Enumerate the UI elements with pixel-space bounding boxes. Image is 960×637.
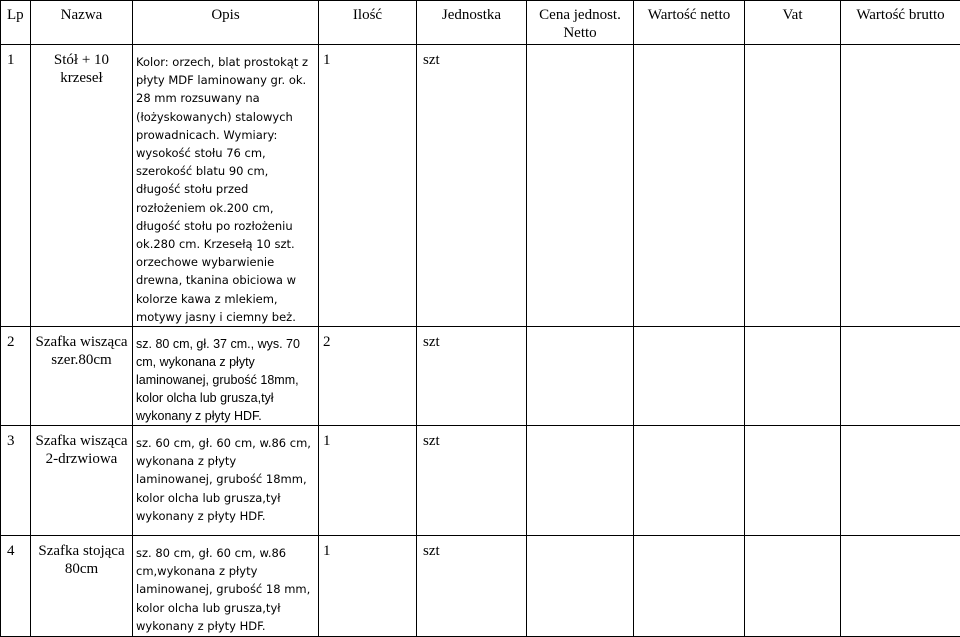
row-unit: szt [417, 45, 527, 327]
row-quantity: 1 [319, 45, 417, 327]
row-lp: 4 [1, 536, 31, 637]
row-unit: szt [417, 426, 527, 536]
row-gross-value [841, 536, 960, 637]
row-unit-price [527, 426, 634, 536]
row-quantity: 1 [319, 426, 417, 536]
row-name: Stół + 10 krzeseł [31, 45, 133, 327]
header-unit: Jednostka [417, 1, 527, 45]
header-quantity: Ilość [319, 1, 417, 45]
header-row [1, 1, 960, 45]
header-description: Opis [133, 1, 319, 45]
row-net-value [634, 426, 745, 536]
row-vat [745, 426, 841, 536]
header-net-value: Wartość netto [634, 1, 745, 45]
row-net-value [634, 536, 745, 637]
row-unit: szt [417, 327, 527, 426]
header-gross-value: Wartość brutto [841, 1, 960, 45]
table-row [1, 536, 960, 637]
table-row [1, 327, 960, 426]
header-lp: Lp [1, 1, 31, 45]
row-name: Szafka wisząca 2-drzwiowa [31, 426, 133, 536]
row-gross-value [841, 45, 960, 327]
row-unit-price [527, 536, 634, 637]
row-vat [745, 327, 841, 426]
table-row [1, 426, 960, 536]
row-unit: szt [417, 536, 527, 637]
row-quantity: 1 [319, 536, 417, 637]
header-name: Nazwa [31, 1, 133, 45]
row-lp: 2 [1, 327, 31, 426]
row-unit-price [527, 327, 634, 426]
header-vat: Vat [745, 1, 841, 45]
row-lp: 3 [1, 426, 31, 536]
row-description: Kolor: orzech, blat prostokąt z płyty MDF laminowany gr. ok. 28 mm rozsuwany na (łożyskowanych) stalowych prowadnicach. Wymiary: wysokość stołu 76 cm, szerokość blatu 90 cm, długość stołu przed rozłożeniem ok.200 cm, długość stołu po rozłożeniu ok.280 cm. Krzesełą 10 szt. orzechowe wybarwienie drewna, tkanina obiciowa w kolorze kawa z mlekiem, motywy jasny i ciemny beż. [133, 45, 319, 327]
row-lp: 1 [1, 45, 31, 327]
row-gross-value [841, 426, 960, 536]
row-description: sz. 80 cm, gł. 37 cm., wys. 70 cm, wykonana z płyty laminowanej, grubość 18mm, kolor olcha lub grusza,tył wykonany z płyty HDF. [133, 327, 319, 426]
row-quantity: 2 [319, 327, 417, 426]
row-description: sz. 60 cm, gł. 60 cm, w.86 cm, wykonana z płyty laminowanej, grubość 18mm, kolor olcha lub grusza,tył wykonany z płyty HDF. [133, 426, 319, 536]
row-vat [745, 45, 841, 327]
row-net-value [634, 327, 745, 426]
row-gross-value [841, 327, 960, 426]
row-name: Szafka stojąca 80cm [31, 536, 133, 637]
row-description: sz. 80 cm, gł. 60 cm, w.86 cm,wykonana z płyty laminowanej, grubość 18 mm, kolor olcha lub grusza,tył wykonany z płyty HDF. [133, 536, 319, 637]
header-unit-price: Cena jednost. Netto [527, 1, 634, 45]
row-vat [745, 536, 841, 637]
row-net-value [634, 45, 745, 327]
row-name: Szafka wisząca szer.80cm [31, 327, 133, 426]
row-unit-price [527, 45, 634, 327]
table-row [1, 45, 960, 327]
